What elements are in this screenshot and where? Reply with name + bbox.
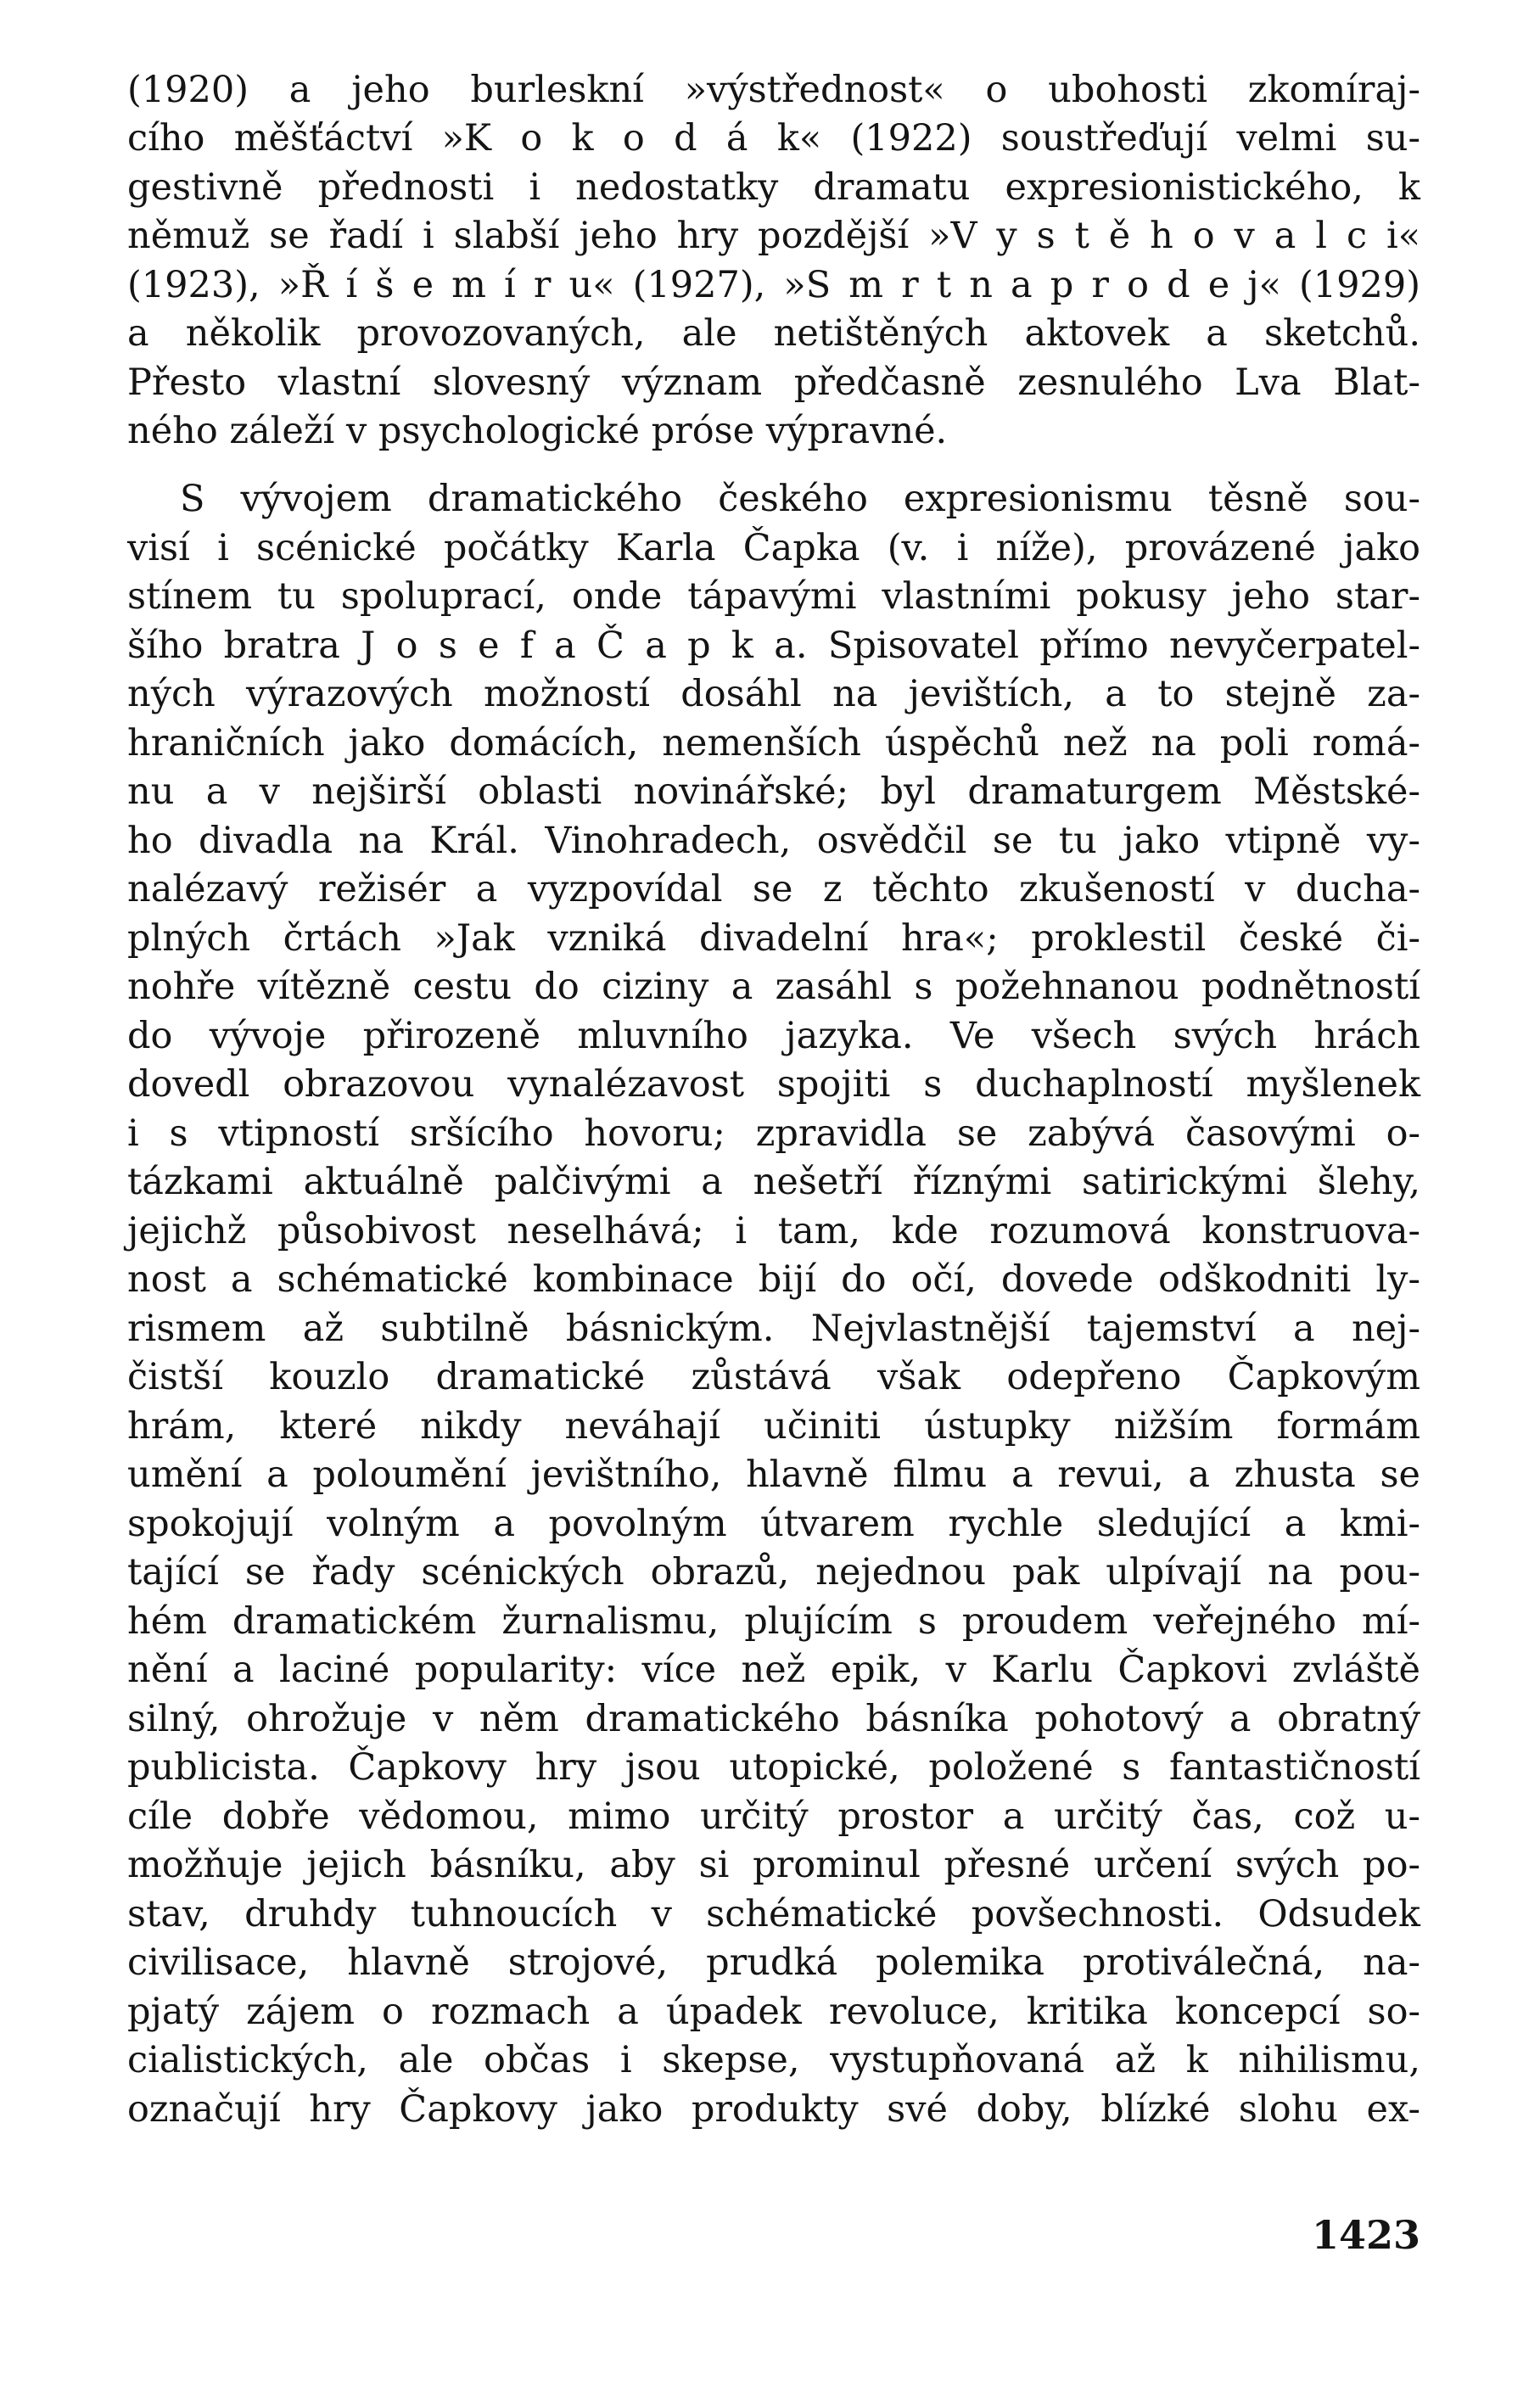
text-line: a několik provozovaných, ale netištěných aktovek a sketchů. (127, 312, 1420, 355)
text-line: umění a poloumění jevištního, hlavně filmu a revui, a zhusta se (127, 1454, 1420, 1496)
text-line: nost a schématické kombinace bijí do očí, dovede odškodniti ly- (127, 1258, 1420, 1301)
text-line: plných črtách »Jak vzniká divadelní hra«; proklestil české či- (127, 917, 1420, 960)
text-line: jejichž působivost neselhává; i tam, kde rozumová konstruova- (127, 1210, 1420, 1252)
text-line: S vývojem dramatického českého expresionismu těsně sou- (180, 478, 1420, 520)
text-line: pjatý zájem o rozmach a úpadek revoluce, kritika koncepcí so- (127, 1991, 1420, 2033)
text-line: visí i scénické počátky Karla Čapka (v. i níže), provázené jako (127, 527, 1420, 569)
text-line: (1923), »Ř í š e m í r u« (1927), »S m r t n a p r o d e j« (1929) (127, 264, 1420, 306)
text-line: do vývoje přirozeně mluvního jazyka. Ve všech svých hrách (127, 1015, 1420, 1057)
page-number: 1423 (1311, 2212, 1420, 2258)
text-line: šího bratra J o s e f a Č a p k a. Spisovatel přímo nevyčerpatel- (127, 625, 1420, 667)
text-line: cíle dobře vědomou, mimo určitý prostor a určitý čas, což u- (127, 1795, 1420, 1838)
text-line: ného záleží v psychologické próse výpravné. (127, 410, 948, 452)
text-line: hrám, které nikdy neváhají učiniti ústupky nižším formám (127, 1405, 1420, 1448)
text-line: i s vtipností sršícího hovoru; zpravidla se zabývá časovými o- (127, 1112, 1420, 1155)
text-line: tázkami aktuálně palčivými a nešetří říznými satirickými šlehy, (127, 1161, 1420, 1203)
text-line: možňuje jejich básníku, aby si prominul přesné určení svých po- (127, 1844, 1420, 1886)
text-line: cího měšťáctví »K o k o d á k« (1922) soustřeďují velmi su- (127, 117, 1420, 160)
text-line: publicista. Čapkovy hry jsou utopické, položené s fantastičností (127, 1746, 1420, 1789)
text-line: civilisace, hlavně strojové, prudká polemika protiválečná, na- (127, 1941, 1420, 1984)
text-line: ných výrazových možností dosáhl na jevištích, a to stejně za- (127, 673, 1420, 715)
text-line: nalézavý režisér a vyzpovídal se z těchto zkušeností v ducha- (127, 868, 1420, 910)
text-line: čistší kouzlo dramatické zůstává však odepřeno Čapkovým (127, 1356, 1420, 1398)
text-line: hém dramatickém žurnalismu, plujícím s proudem veřejného mí- (127, 1600, 1420, 1643)
text-line: dovedl obrazovou vynalézavost spojiti s duchaplností myšlenek (127, 1063, 1420, 1106)
text-line: rismem až subtilně básnickým. Nejvlastnější tajemství a nej- (127, 1308, 1420, 1350)
text-line: cialistických, ale občas i skepse, vystupňovaná až k nihilismu, (127, 2039, 1420, 2081)
text-line: označují hry Čapkovy jako produkty své doby, blízké slohu ex- (127, 2088, 1420, 2131)
text-line: němuž se řadí i slabší jeho hry pozdější »V y s t ě h o v a l c i« (127, 215, 1420, 257)
text-line: spokojují volným a povolným útvarem rychle sledující a kmi- (127, 1503, 1420, 1545)
text-line: nohře vítězně cestu do ciziny a zasáhl s požehnanou podnětností (127, 966, 1420, 1008)
text-line: ho divadla na Král. Vinohradech, osvědčil se tu jako vtipně vy- (127, 820, 1420, 862)
text-line: tající se řady scénických obrazů, nejednou pak ulpívají na pou- (127, 1551, 1420, 1594)
text-line: gestivně přednosti i nedostatky dramatu expresionistického, k (127, 166, 1420, 209)
text-line: stav, druhdy tuhnoucích v schématické povšechnosti. Odsudek (127, 1893, 1420, 1935)
text-line: silný, ohrožuje v něm dramatického básníka pohotový a obratný (127, 1698, 1420, 1740)
text-line: hraničních jako domácích, nemenších úspěchů než na poli romá- (127, 722, 1420, 765)
text-line: Přesto vlastní slovesný význam předčasně zesnulého Lva Blat- (127, 361, 1420, 404)
text-line: stínem tu spoluprací, onde tápavými vlastními pokusy jeho star- (127, 575, 1420, 618)
text-line: nění a laciné popularity: více než epik, v Karlu Čapkovi zvláště (127, 1649, 1420, 1691)
text-line: nu a v nejširší oblasti novinářské; byl dramaturgem Městské- (127, 770, 1420, 813)
text-line: (1920) a jeho burleskní »výstřednost« o ubohosti zkomíraj- (127, 69, 1420, 111)
